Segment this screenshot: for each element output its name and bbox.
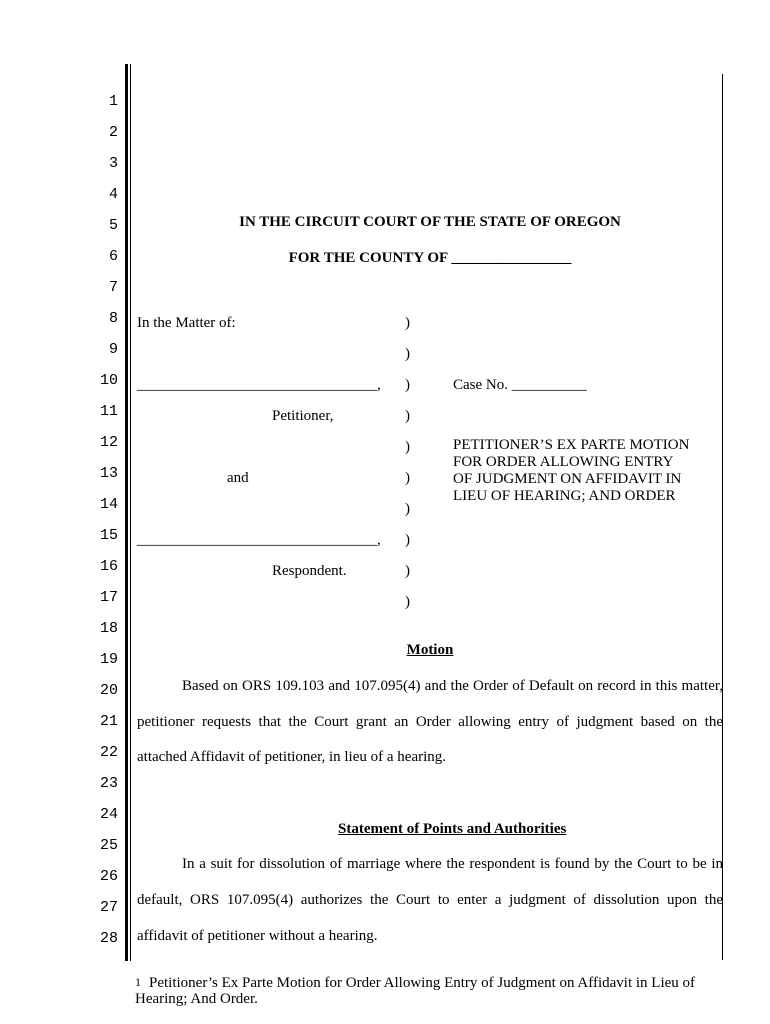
line-number: 8 [108, 310, 118, 327]
line-number: 9 [108, 341, 118, 358]
court-title: IN THE CIRCUIT COURT OF THE STATE OF OREGON [239, 214, 621, 230]
line-number: 18 [100, 620, 119, 637]
line-number: 26 [100, 868, 119, 885]
caption-paren: ) [405, 346, 410, 362]
caption-paren: ) [405, 532, 410, 548]
line-number: 13 [100, 465, 119, 482]
caption-paren: ) [405, 377, 410, 393]
line-number: 1 [108, 93, 118, 110]
line-number: 23 [100, 775, 119, 792]
points-paragraph-line: affidavit of petitioner without a hearing. [137, 928, 378, 944]
line-number: 7 [108, 279, 118, 296]
line-number: 14 [100, 496, 119, 513]
line-number: 17 [100, 589, 119, 606]
caption-matter: In the Matter of: [137, 315, 236, 331]
line-number: 24 [100, 806, 119, 823]
motion-title-line: FOR ORDER ALLOWING ENTRY [453, 454, 674, 470]
petitioner-label: Petitioner, [272, 408, 334, 424]
caption-paren: ) [405, 408, 410, 424]
left-margin-rule-thick [125, 64, 128, 961]
line-number: 10 [100, 372, 119, 389]
line-number: 22 [100, 744, 119, 761]
caption-paren: ) [405, 470, 410, 486]
page-footer [135, 974, 725, 1007]
points-heading: Statement of Points and Authorities [338, 821, 567, 837]
caption-paren: ) [405, 501, 410, 517]
motion-heading: Motion [406, 642, 454, 658]
line-number: 6 [108, 248, 118, 265]
line-number: 11 [100, 403, 119, 420]
petitioner-name-blank: ________________________________, [137, 377, 381, 393]
county-title: FOR THE COUNTY OF ________________ [288, 250, 572, 266]
line-number: 28 [100, 930, 119, 947]
case-number: Case No. __________ [453, 377, 587, 393]
line-number: 4 [108, 186, 118, 203]
line-number: 16 [100, 558, 119, 575]
right-margin-rule [722, 74, 723, 960]
line-number: 25 [100, 837, 119, 854]
line-number: 27 [100, 899, 119, 916]
line-number: 2 [108, 124, 118, 141]
respondent-label: Respondent. [272, 563, 347, 579]
motion-title-line: OF JUDGMENT ON AFFIDAVIT IN [453, 471, 682, 487]
footer-text: Petitioner’s Ex Parte Motion for Order Allowing Entry of Judgment on Affidavit in Lieu of Hearing; And Order. [135, 975, 696, 1007]
line-number: 21 [100, 713, 119, 730]
motion-title [453, 437, 713, 505]
motion-title-line: PETITIONER’S EX PARTE MOTION [453, 437, 690, 453]
points-paragraph-line: default, ORS 107.095(4) authorizes the Court to enter a judgment of dissolution upon the [137, 892, 723, 908]
caption-paren: ) [405, 563, 410, 579]
points-paragraph-line: In a suit for dissolution of marriage where the respondent is found by the Court to be in [182, 856, 723, 872]
caption-paren: ) [405, 594, 410, 610]
line-number: 3 [108, 155, 118, 172]
line-number: 15 [100, 527, 119, 544]
motion-paragraph-line: petitioner requests that the Court grant an Order allowing entry of judgment based on the [137, 714, 723, 730]
motion-paragraph-line: Based on ORS 109.103 and 107.095(4) and the Order of Default on record in this matter, [182, 678, 723, 694]
caption-paren: ) [405, 439, 410, 455]
motion-title-line: LIEU OF HEARING; AND ORDER [453, 488, 676, 504]
respondent-name-blank: ________________________________, [137, 532, 381, 548]
line-number: 20 [100, 682, 119, 699]
page-number: 1 [135, 975, 141, 989]
left-margin-rule-thin [130, 64, 131, 961]
line-number: 19 [100, 651, 119, 668]
caption-and: and [227, 470, 249, 486]
motion-paragraph-line: attached Affidavit of petitioner, in lieu of a hearing. [137, 749, 447, 765]
caption-paren: ) [405, 315, 410, 331]
line-number: 12 [100, 434, 119, 451]
line-number: 5 [108, 217, 118, 234]
